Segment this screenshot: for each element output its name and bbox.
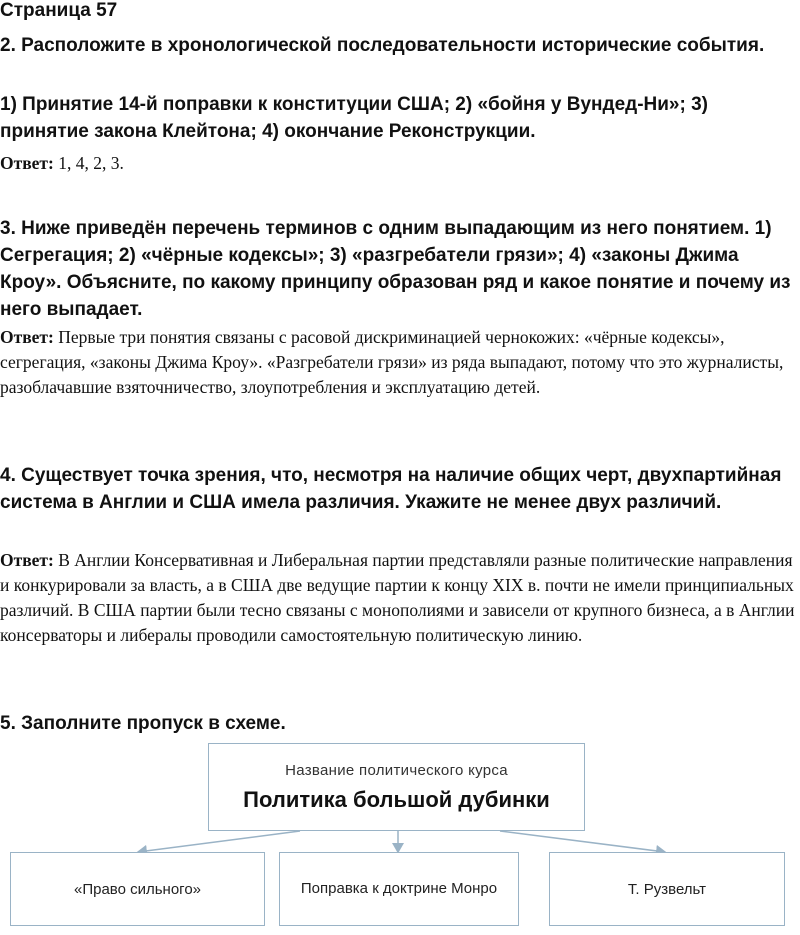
question-4: 4. Существует точка зрения, что, несмотря на наличие общих черт, двухпартийная система в Англии и США имела различия. Укажите не менее двух различий. <box>0 465 782 513</box>
scheme-diagram <box>0 735 800 935</box>
scheme-top-title: Политика большой дубинки <box>243 786 550 812</box>
scheme-top-caption: Название политического курса <box>285 761 508 779</box>
answer-4 <box>0 548 796 648</box>
question-2: 2. Расположите в хронологической последовательности исторические события. <box>0 35 765 56</box>
answer-text: 1, 4, 2, 3. <box>58 153 124 173</box>
question-2-details: 1) Принятие 14-й поправки к конституции США; 2) «бойня у Вундед-Ни»; 3) принятие закона Клейтона; 4) окончание Реконструкции. <box>0 94 708 142</box>
question-3: 3. Ниже приведён перечень терминов с одним выпадающим из него понятием. 1) Сегрегация; 2) «чёрные кодексы»; 3) «разгребатели грязи»; 4) «законы Джима Кроу». Объясните, по какому принципу образован ряд и какое понятие и почему из него выпадает. <box>0 218 791 320</box>
answer-label: Ответ: <box>0 327 54 347</box>
answer-label: Ответ: <box>0 153 54 173</box>
arrow-left <box>138 831 300 852</box>
arrow-right <box>500 831 665 852</box>
scheme-box-1: «Право сильного» <box>10 852 265 926</box>
answer-text: Первые три понятия связаны с расовой дискриминацией чернокожих: «чёрные кодексы», сегрегация, «законы Джима Кроу». «Разгребатели грязи» из ряда выпадают, потому что это журналисты, разоблачавшие взяточничество, злоупотребления и эксплуатацию детей. <box>0 327 784 397</box>
page-title: Страница 57 <box>0 0 118 21</box>
scheme-box-3: Т. Рузвельт <box>549 852 785 926</box>
answer-2 <box>0 151 796 176</box>
scheme-box-2: Поправка к доктрине Монро <box>279 852 519 926</box>
scheme-top-box <box>208 743 585 831</box>
answer-label: Ответ: <box>0 550 54 570</box>
answer-3 <box>0 325 796 400</box>
question-5: 5. Заполните пропуск в схеме. <box>0 713 286 734</box>
answer-text: В Англии Консервативная и Либеральная партии представляли разные политические направления и конкурировали за власть, а в США две ведущие партии к концу XIX в. почти не имели принципиальных различий. В США партии были тесно связаны с монополиями и зависели от крупного бизнеса, а в Англии консерваторы и либералы проводили самостоятельную политическую линию. <box>0 550 795 645</box>
